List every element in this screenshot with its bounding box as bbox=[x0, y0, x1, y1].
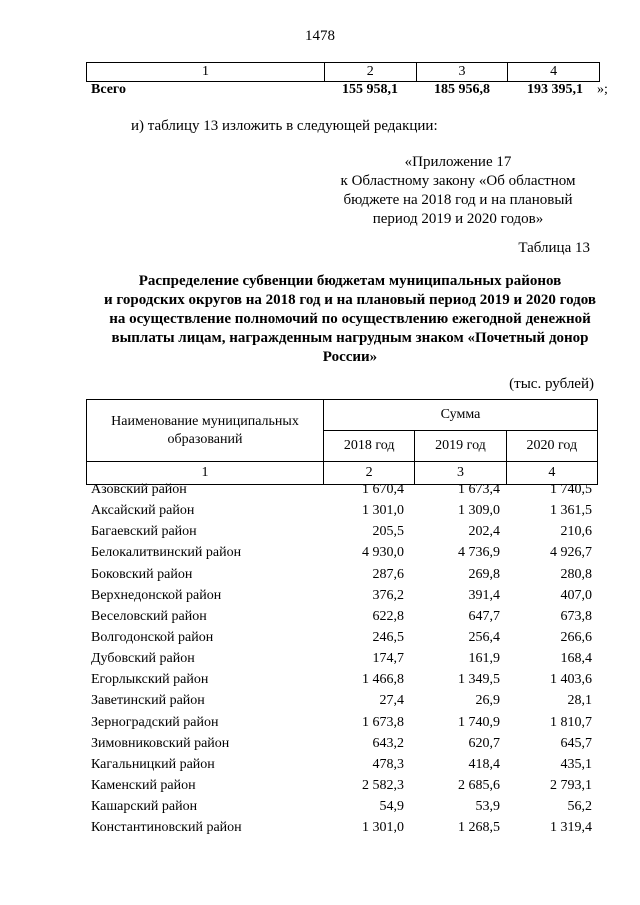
table-row bbox=[86, 627, 598, 648]
value-2018: 174,7 bbox=[372, 651, 404, 667]
value-2019: 1 673,4 bbox=[458, 482, 500, 497]
municipality-name: Веселовский район bbox=[91, 608, 207, 624]
value-2019: 202,4 bbox=[468, 524, 500, 540]
col-number-4: 4 bbox=[508, 63, 600, 82]
appendix-line: бюджете на 2018 год и на плановый bbox=[343, 192, 573, 208]
table-row bbox=[86, 521, 598, 542]
value-2018: 27,4 bbox=[379, 693, 404, 709]
total-label: Всего bbox=[91, 82, 126, 97]
table-row bbox=[86, 754, 598, 775]
value-2020: 1 361,5 bbox=[550, 503, 592, 519]
value-2019: 26,9 bbox=[475, 693, 500, 709]
value-2020: 435,1 bbox=[560, 756, 592, 772]
value-2020: 28,1 bbox=[567, 693, 592, 709]
table-row bbox=[86, 690, 598, 711]
appendix-line: период 2019 и 2020 годов» bbox=[372, 211, 544, 227]
column-number: 4 bbox=[506, 462, 597, 485]
value-2018: 643,2 bbox=[372, 735, 404, 751]
table-row bbox=[86, 712, 598, 733]
value-2019: 647,7 bbox=[468, 608, 500, 624]
value-2020: 210,6 bbox=[560, 524, 592, 540]
value-2020: 407,0 bbox=[560, 587, 592, 603]
value-2020: 645,7 bbox=[560, 735, 592, 751]
value-2019: 620,7 bbox=[468, 735, 500, 751]
value-2020: 266,6 bbox=[560, 629, 592, 645]
totals-row bbox=[86, 82, 640, 102]
value-2020: 1 740,5 bbox=[550, 482, 592, 497]
title-line: России» bbox=[322, 349, 378, 365]
value-2019: 391,4 bbox=[468, 587, 500, 603]
table-row bbox=[86, 669, 598, 690]
value-2020: 2 793,1 bbox=[550, 777, 592, 793]
value-2020: 673,8 bbox=[560, 608, 592, 624]
value-2019: 269,8 bbox=[468, 566, 500, 582]
municipality-name: Верхнедонской район bbox=[91, 587, 222, 603]
value-2018: 54,9 bbox=[379, 799, 404, 815]
value-2020: 4 926,7 bbox=[550, 545, 592, 561]
total-2018: 155 958,1 bbox=[342, 82, 398, 97]
total-2019: 185 956,8 bbox=[434, 82, 490, 97]
value-2019: 256,4 bbox=[468, 629, 500, 645]
column-number: 3 bbox=[415, 462, 506, 485]
total-2020: 193 395,1 bbox=[527, 82, 583, 97]
page-number: 1478 bbox=[305, 28, 335, 44]
closing-quote: »; bbox=[597, 82, 608, 97]
value-2020: 1 319,4 bbox=[550, 820, 592, 836]
appendix-reference bbox=[328, 153, 588, 229]
municipality-name: Дубовский район bbox=[91, 651, 195, 667]
subsidy-table-body bbox=[86, 479, 598, 838]
municipality-name: Егорлыкский район bbox=[91, 672, 209, 688]
value-2018: 287,6 bbox=[372, 566, 404, 582]
value-2020: 168,4 bbox=[560, 651, 592, 667]
value-2019: 1 309,0 bbox=[458, 503, 500, 519]
municipality-name: Кашарский район bbox=[91, 799, 198, 815]
value-2019: 4 736,9 bbox=[458, 545, 500, 561]
value-2019: 161,9 bbox=[468, 651, 500, 667]
municipality-name: Каменский район bbox=[91, 777, 196, 793]
value-2018: 376,2 bbox=[372, 587, 404, 603]
municipality-name: Белокалитвинский район bbox=[91, 545, 242, 561]
table-label: Таблица 13 bbox=[518, 240, 590, 256]
value-2018: 1 466,8 bbox=[362, 672, 404, 688]
column-number: 2 bbox=[324, 462, 415, 485]
table-row bbox=[86, 648, 598, 669]
municipality-name: Аксайский район bbox=[91, 503, 195, 519]
title-line: и городских округов на 2018 год и на плановый период 2019 и 2020 годов bbox=[104, 292, 596, 308]
value-2020: 280,8 bbox=[560, 566, 592, 582]
value-2019: 1 268,5 bbox=[458, 820, 500, 836]
value-2018: 478,3 bbox=[372, 756, 404, 772]
continuation-table-header bbox=[86, 62, 600, 82]
value-2019: 53,9 bbox=[475, 799, 500, 815]
col-number-1: 1 bbox=[87, 63, 325, 82]
units-label: (тыс. рублей) bbox=[509, 376, 594, 392]
table-row bbox=[86, 796, 598, 817]
title-line: Распределение субвенции бюджетам муниципальных районов bbox=[138, 273, 562, 289]
header-sum: Сумма bbox=[324, 400, 598, 431]
value-2020: 1 403,6 bbox=[550, 672, 592, 688]
table-row bbox=[86, 542, 598, 563]
value-2019: 418,4 bbox=[468, 756, 500, 772]
table-row bbox=[86, 817, 598, 838]
municipality-name: Боковский район bbox=[91, 566, 193, 582]
document-title bbox=[80, 272, 620, 367]
value-2019: 1 740,9 bbox=[458, 714, 500, 730]
table-row bbox=[86, 564, 598, 585]
municipality-name: Зерноградский район bbox=[91, 714, 219, 730]
value-2018: 205,5 bbox=[372, 524, 404, 540]
value-2018: 1 670,4 bbox=[362, 482, 404, 497]
value-2019: 2 685,6 bbox=[458, 777, 500, 793]
value-2018: 622,8 bbox=[372, 608, 404, 624]
value-2020: 1 810,7 bbox=[550, 714, 592, 730]
value-2018: 246,5 bbox=[372, 629, 404, 645]
municipality-name: Волгодонской район bbox=[91, 629, 214, 645]
table-row bbox=[86, 585, 598, 606]
municipality-name: Зимовниковский район bbox=[91, 735, 230, 751]
table-row bbox=[86, 775, 598, 796]
value-2018: 1 673,8 bbox=[362, 714, 404, 730]
table-row bbox=[86, 733, 598, 754]
value-2018: 1 301,0 bbox=[362, 503, 404, 519]
table-row bbox=[86, 479, 598, 500]
table-row bbox=[86, 606, 598, 627]
value-2019: 1 349,5 bbox=[458, 672, 500, 688]
table-row bbox=[86, 500, 598, 521]
title-line: на осуществление полномочий по осуществлению ежегодной денежной bbox=[109, 311, 591, 327]
municipality-name: Кагальницкий район bbox=[91, 756, 215, 772]
header-year-2020: 2020 год bbox=[506, 431, 597, 462]
subsidy-table-header bbox=[86, 399, 598, 485]
municipality-name: Константиновский район bbox=[91, 820, 242, 836]
col-number-3: 3 bbox=[416, 63, 508, 82]
column-number: 1 bbox=[87, 462, 324, 485]
value-2020: 56,2 bbox=[567, 799, 592, 815]
col-number-2: 2 bbox=[324, 63, 416, 82]
value-2018: 4 930,0 bbox=[362, 545, 404, 561]
header-year-2019: 2019 год bbox=[415, 431, 506, 462]
title-line: выплаты лицам, награжденным нагрудным знаком «Почетный донор bbox=[111, 330, 589, 346]
municipality-name: Азовский район bbox=[91, 482, 187, 497]
municipality-name: Заветинский район bbox=[91, 693, 205, 709]
value-2018: 1 301,0 bbox=[362, 820, 404, 836]
header-year-2018: 2018 год bbox=[324, 431, 415, 462]
value-2018: 2 582,3 bbox=[362, 777, 404, 793]
header-municipality: Наименование муниципальных образований bbox=[87, 400, 324, 462]
municipality-name: Багаевский район bbox=[91, 524, 197, 540]
appendix-line: к Областному закону «Об областном bbox=[340, 173, 576, 189]
instruction-text: и) таблицу 13 изложить в следующей редакции: bbox=[131, 118, 438, 134]
appendix-line: «Приложение 17 bbox=[404, 154, 512, 170]
